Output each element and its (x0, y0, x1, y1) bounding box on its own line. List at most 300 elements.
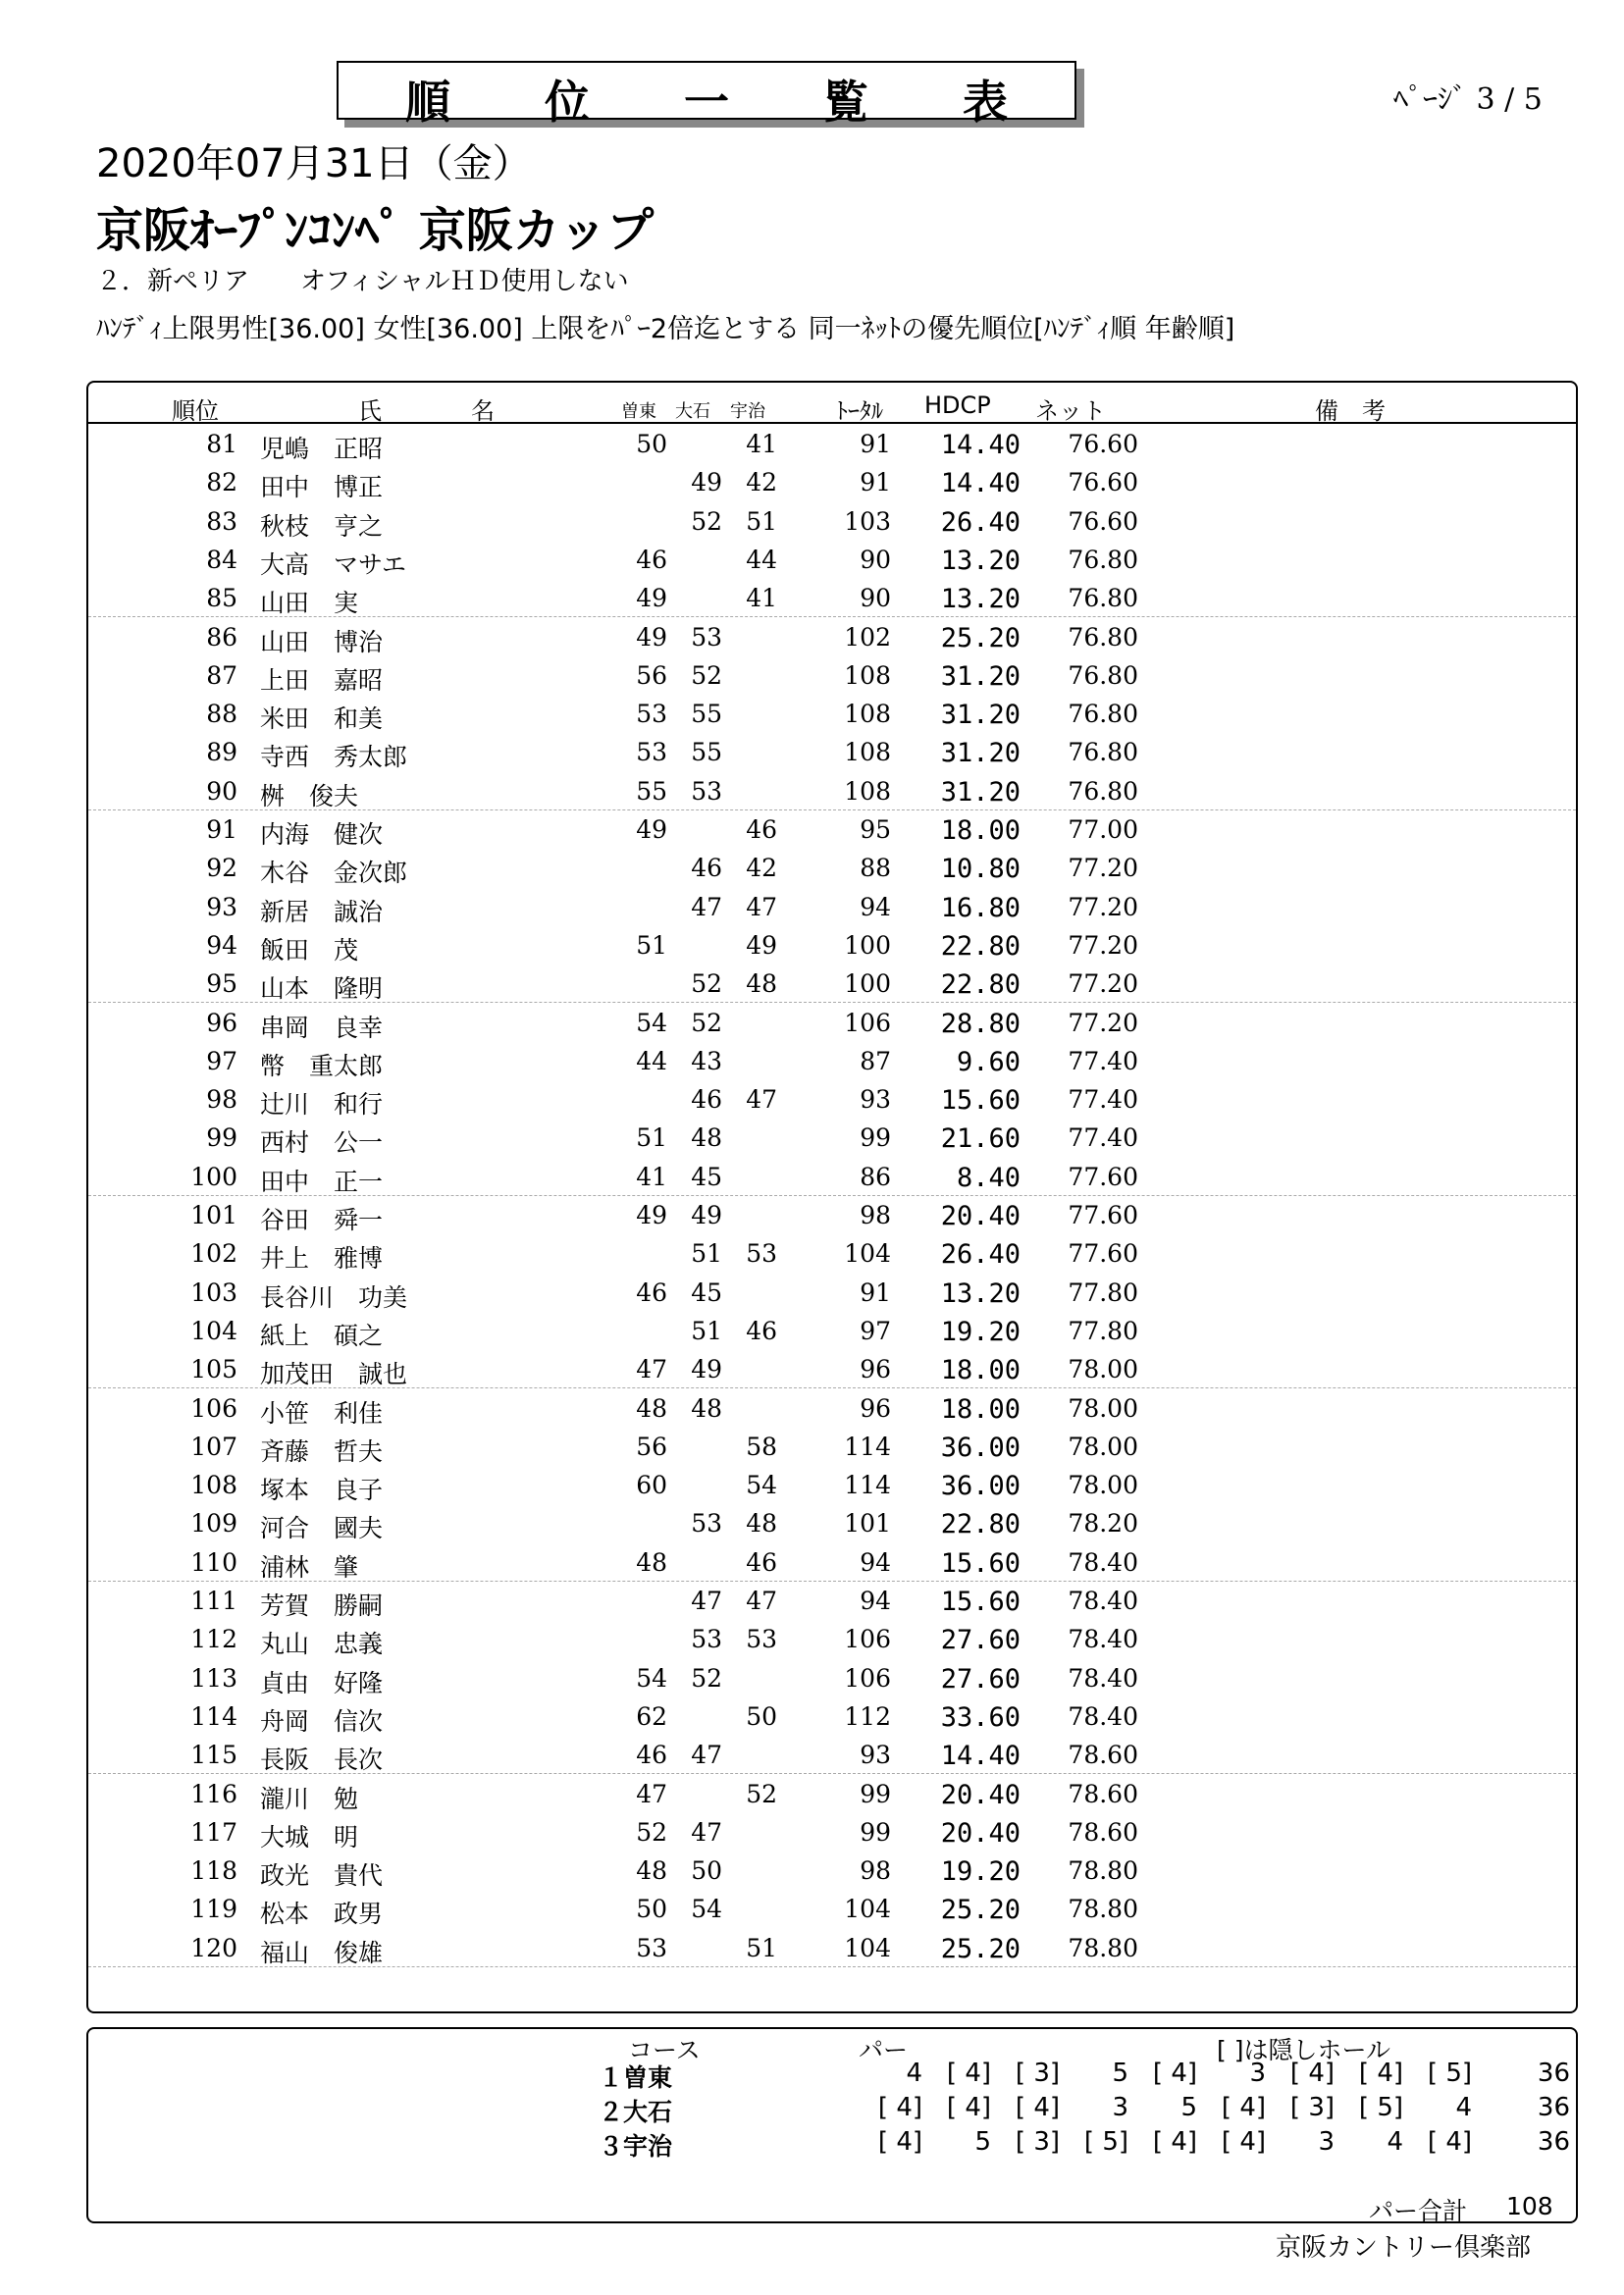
name-cell: 加茂田 誠也 (260, 1360, 408, 1389)
name-cell: 上田 嘉昭 (260, 665, 384, 695)
score-course-2: 55 (691, 738, 722, 767)
hole-par: [ 4] (1221, 2093, 1266, 2122)
table-row (88, 1311, 1576, 1349)
score-course-1: 47 (636, 1355, 667, 1384)
score-course-2: 47 (691, 1587, 722, 1615)
rank-cell: 94 (206, 930, 237, 960)
hole-par: 4 (1387, 2127, 1403, 2157)
score-course-2: 52 (691, 1008, 722, 1037)
hdcp-cell: 19.20 (940, 1316, 1021, 1347)
score-course-2: 53 (691, 622, 722, 652)
net-cell: 77.60 (1068, 1239, 1138, 1269)
total-cell: 91 (860, 430, 891, 458)
name-cell: 飯田 茂 (260, 935, 359, 965)
course-par-total: 36 (1537, 2059, 1570, 2088)
hdcp-cell: 31.20 (940, 738, 1021, 769)
total-cell: 101 (844, 1509, 891, 1539)
hdcp-cell: 31.20 (940, 700, 1021, 731)
page-title: 順 位 一 覧 表 (404, 76, 1048, 129)
name-cell: 瀧川 勉 (260, 1784, 359, 1813)
total-cell: 100 (844, 930, 891, 960)
score-course-2: 49 (691, 1355, 722, 1384)
hole-par: [ 4] (1427, 2127, 1472, 2157)
hdcp-cell: 10.80 (940, 854, 1021, 885)
total-cell: 93 (860, 1085, 891, 1115)
score-course-2: 53 (691, 1509, 722, 1539)
hdcp-cell: 21.60 (940, 1123, 1021, 1155)
net-cell: 77.60 (1068, 1201, 1138, 1229)
hdcp-cell: 13.20 (940, 1278, 1021, 1309)
event-date: 2020年07月31日（金） (96, 141, 532, 186)
score-course-1: 48 (636, 1856, 667, 1886)
table-row (88, 501, 1576, 540)
total-cell: 99 (860, 1123, 891, 1153)
hdcp-cell: 20.40 (940, 1201, 1021, 1231)
table-row (88, 1079, 1576, 1118)
score-course-3: 42 (746, 468, 777, 497)
hdcp-cell: 27.60 (940, 1625, 1021, 1656)
table-row (88, 1928, 1576, 1967)
net-cell: 78.80 (1068, 1933, 1138, 1962)
table-row (88, 1851, 1576, 1889)
net-cell: 78.80 (1068, 1895, 1138, 1924)
table-row (88, 1118, 1576, 1156)
score-course-3: 42 (746, 854, 777, 883)
total-cell: 104 (844, 1895, 891, 1924)
hole-par: [ 3] (1015, 2127, 1060, 2157)
rank-cell: 109 (190, 1509, 237, 1539)
total-cell: 96 (860, 1393, 891, 1423)
score-course-3: 46 (746, 815, 777, 844)
rank-cell: 85 (206, 584, 237, 613)
total-cell: 91 (860, 1278, 891, 1307)
net-cell: 76.80 (1068, 700, 1138, 729)
hole-par: 5 (1112, 2059, 1128, 2088)
score-course-2: 43 (691, 1046, 722, 1075)
net-cell: 76.60 (1068, 506, 1138, 536)
net-cell: 78.80 (1068, 1856, 1138, 1886)
score-course-1: 52 (636, 1817, 667, 1847)
hdcp-cell: 22.80 (940, 969, 1021, 1001)
col-name-1: 氏 (358, 397, 382, 425)
score-course-2: 47 (691, 1817, 722, 1847)
col-net: ネット (1035, 397, 1106, 425)
name-cell: 谷田 舜一 (260, 1206, 384, 1234)
net-cell: 76.60 (1068, 430, 1138, 458)
total-cell: 88 (860, 854, 891, 883)
hole-par: [ 4] (1221, 2127, 1266, 2157)
hdcp-cell: 18.00 (940, 815, 1021, 846)
hdcp-cell: 8.40 (956, 1162, 1021, 1193)
hdcp-cell: 33.60 (940, 1701, 1021, 1733)
total-cell: 97 (860, 1316, 891, 1345)
net-cell: 76.80 (1068, 738, 1138, 767)
table-row (88, 964, 1576, 1003)
total-cell: 114 (844, 1432, 891, 1461)
score-course-1: 51 (636, 930, 667, 960)
total-cell: 96 (860, 1355, 891, 1384)
col-course-3: 宇治 (730, 401, 765, 422)
score-course-2: 53 (691, 1625, 722, 1654)
score-course-3: 52 (746, 1779, 777, 1808)
score-course-2: 48 (691, 1123, 722, 1153)
total-cell: 114 (844, 1471, 891, 1500)
score-course-3: 44 (746, 545, 777, 574)
total-cell: 93 (860, 1741, 891, 1770)
score-course-1: 56 (636, 660, 667, 690)
hdcp-cell: 25.20 (940, 622, 1021, 653)
page-indicator: ﾍﾟｰｼﾞ 3 / 5 (1393, 82, 1543, 117)
hole-par: [ 4] (1358, 2059, 1403, 2088)
rank-cell: 88 (206, 700, 237, 729)
table-row (88, 424, 1576, 462)
name-cell: 児嶋 正昭 (260, 435, 384, 463)
total-cell: 99 (860, 1817, 891, 1847)
total-cell: 102 (844, 622, 891, 652)
score-course-1: 41 (636, 1162, 667, 1191)
col-hdcp: HDCP (924, 391, 991, 419)
table-row (88, 1503, 1576, 1541)
rank-cell: 104 (190, 1316, 237, 1345)
table-row (88, 1195, 1576, 1233)
score-course-1: 49 (636, 584, 667, 613)
name-cell: 辻川 和行 (260, 1090, 384, 1120)
table-row (88, 1658, 1576, 1696)
hdcp-cell: 31.20 (940, 660, 1021, 692)
score-course-1: 47 (636, 1779, 667, 1808)
score-course-2: 49 (691, 468, 722, 497)
name-cell: 串岡 良幸 (260, 1013, 384, 1042)
hole-par: [ 4] (877, 2093, 922, 2122)
rank-cell: 110 (190, 1547, 237, 1577)
total-cell: 104 (844, 1933, 891, 1962)
score-course-2: 51 (691, 1239, 722, 1269)
total-cell: 94 (860, 1547, 891, 1577)
score-course-1: 49 (636, 1201, 667, 1229)
rank-cell: 116 (190, 1779, 237, 1808)
col-name-2: 名 (471, 397, 495, 425)
total-cell: 106 (844, 1663, 891, 1693)
score-course-1: 48 (636, 1393, 667, 1423)
name-cell: 西村 公一 (260, 1128, 384, 1158)
hdcp-cell: 18.00 (940, 1355, 1021, 1386)
total-cell: 99 (860, 1779, 891, 1808)
rank-cell: 91 (206, 815, 237, 844)
hdcp-cell: 19.20 (940, 1856, 1021, 1888)
table-row (88, 848, 1576, 886)
score-course-3: 53 (746, 1239, 777, 1269)
rank-cell: 114 (190, 1701, 237, 1731)
net-cell: 77.20 (1068, 930, 1138, 960)
score-course-3: 48 (746, 1509, 777, 1539)
net-cell: 77.20 (1068, 892, 1138, 921)
course-name: ２大石 (599, 2098, 673, 2126)
score-course-1: 51 (636, 1123, 667, 1153)
net-cell: 77.20 (1068, 969, 1138, 999)
par-total-value: 108 (1506, 2192, 1553, 2220)
score-course-1: 60 (636, 1471, 667, 1500)
col-course-2: 大石 (675, 401, 710, 422)
course-label: コース (628, 2036, 701, 2064)
table-row (88, 462, 1576, 500)
course-name: ３宇治 (599, 2132, 673, 2161)
rank-cell: 83 (206, 506, 237, 536)
name-cell: 木谷 金次郎 (260, 859, 408, 888)
table-row (88, 887, 1576, 925)
rank-cell: 84 (206, 545, 237, 574)
score-course-3: 48 (746, 969, 777, 999)
event-name: 京阪ｵｰﾌﾟﾝｺﾝﾍﾟ 京阪カップ (96, 203, 655, 258)
name-cell: 寺西 秀太郎 (260, 743, 408, 772)
rank-cell: 107 (190, 1432, 237, 1461)
club-name: 京阪カントリー倶楽部 (1276, 2233, 1532, 2263)
score-course-2: 46 (691, 854, 722, 883)
results-table (86, 381, 1578, 2013)
table-row (88, 1889, 1576, 1927)
net-cell: 78.00 (1068, 1355, 1138, 1384)
table-row (88, 1774, 1576, 1812)
table-row (88, 1003, 1576, 1041)
hdcp-cell: 27.60 (940, 1663, 1021, 1695)
name-cell: 河合 國夫 (260, 1514, 384, 1543)
net-cell: 77.40 (1068, 1085, 1138, 1115)
rank-cell: 86 (206, 622, 237, 652)
score-course-1: 46 (636, 545, 667, 574)
name-cell: 井上 雅博 (260, 1244, 384, 1274)
col-remarks: 備 考 (1315, 397, 1386, 425)
name-cell: 新居 誠治 (260, 897, 384, 926)
name-cell: 長谷川 功美 (260, 1282, 408, 1312)
rank-cell: 97 (206, 1046, 237, 1075)
score-course-2: 45 (691, 1162, 722, 1191)
name-cell: 紙上 碩之 (260, 1321, 384, 1350)
table-row (88, 540, 1576, 578)
hidden-hole-note: [ ]は隠しホール (1217, 2036, 1390, 2064)
hdcp-cell: 14.40 (940, 1741, 1021, 1772)
score-course-1: 49 (636, 622, 667, 652)
table-row (88, 1349, 1576, 1388)
hole-par: 3 (1318, 2127, 1335, 2157)
net-cell: 78.60 (1068, 1817, 1138, 1847)
rank-cell: 93 (206, 892, 237, 921)
name-cell: 秋枝 亨之 (260, 511, 384, 541)
score-course-3: 47 (746, 1085, 777, 1115)
total-cell: 103 (844, 506, 891, 536)
table-row (88, 617, 1576, 655)
net-cell: 77.40 (1068, 1046, 1138, 1075)
score-course-1: 44 (636, 1046, 667, 1075)
hole-par: [ 4] (1152, 2127, 1197, 2157)
rank-cell: 105 (190, 1355, 237, 1384)
name-cell: 大高 マサエ (260, 549, 407, 579)
score-course-1: 53 (636, 700, 667, 729)
score-course-3: 49 (746, 930, 777, 960)
table-row (88, 925, 1576, 964)
rank-cell: 98 (206, 1085, 237, 1115)
score-course-2: 52 (691, 506, 722, 536)
score-course-1: 53 (636, 738, 667, 767)
col-course-1: 曽東 (621, 401, 656, 422)
hdcp-cell: 26.40 (940, 506, 1021, 538)
score-course-1: 46 (636, 1278, 667, 1307)
total-cell: 108 (844, 776, 891, 806)
total-cell: 108 (844, 700, 891, 729)
total-cell: 90 (860, 545, 891, 574)
table-row (88, 1465, 1576, 1503)
rank-cell: 100 (190, 1162, 237, 1191)
hdcp-cell: 15.60 (940, 1587, 1021, 1617)
table-row (88, 771, 1576, 810)
col-total: ﾄｰﾀﾙ (836, 397, 883, 425)
rank-cell: 96 (206, 1008, 237, 1037)
table-row (88, 1041, 1576, 1079)
net-cell: 78.20 (1068, 1509, 1138, 1539)
score-course-3: 41 (746, 584, 777, 613)
table-row (88, 578, 1576, 617)
par-label: パー (859, 2036, 909, 2064)
rank-cell: 112 (190, 1625, 237, 1654)
table-row (88, 1812, 1576, 1851)
name-cell: 山田 実 (260, 589, 359, 618)
name-cell: 丸山 忠義 (260, 1630, 384, 1659)
hole-par: 3 (1249, 2059, 1266, 2088)
handicap-note: ﾊﾝﾃﾞｨ上限男性[36.00] 女性[36.00] 上限をﾊﾟｰ2倍迄とする 同一ﾈｯﾄの優先順位[ﾊﾝﾃﾞｨ順 年齢順] (96, 314, 1235, 344)
score-course-3: 46 (746, 1547, 777, 1577)
hdcp-cell: 36.00 (940, 1471, 1021, 1502)
net-cell: 78.60 (1068, 1779, 1138, 1808)
net-cell: 78.40 (1068, 1625, 1138, 1654)
score-course-1: 54 (636, 1663, 667, 1693)
score-course-3: 50 (746, 1701, 777, 1731)
table-row (88, 732, 1576, 770)
net-cell: 77.80 (1068, 1316, 1138, 1345)
par-total-label: パー合計 (1369, 2197, 1468, 2225)
score-course-1: 53 (636, 1933, 667, 1962)
table-row (88, 1696, 1576, 1735)
course-par-box (86, 2027, 1578, 2223)
hdcp-cell: 13.20 (940, 584, 1021, 615)
net-cell: 78.60 (1068, 1741, 1138, 1770)
course-name: １曽東 (599, 2063, 673, 2092)
name-cell: 貞由 好隆 (260, 1668, 384, 1697)
total-cell: 106 (844, 1008, 891, 1037)
score-course-2: 52 (691, 969, 722, 999)
score-course-3: 53 (746, 1625, 777, 1654)
hole-par: [ 5] (1427, 2059, 1472, 2088)
total-cell: 100 (844, 969, 891, 999)
score-course-2: 52 (691, 1663, 722, 1693)
hole-par: [ 5] (1083, 2127, 1128, 2157)
score-course-3: 58 (746, 1432, 777, 1461)
net-cell: 76.80 (1068, 660, 1138, 690)
score-course-2: 51 (691, 1316, 722, 1345)
hole-par: 3 (1112, 2093, 1128, 2122)
hdcp-cell: 14.40 (940, 468, 1021, 499)
hdcp-cell: 20.40 (940, 1779, 1021, 1810)
score-course-1: 50 (636, 430, 667, 458)
hdcp-cell: 25.20 (940, 1933, 1021, 1964)
name-cell: 小笹 利佳 (260, 1398, 384, 1428)
score-course-2: 45 (691, 1278, 722, 1307)
name-cell: 松本 政男 (260, 1900, 384, 1929)
table-row (88, 1619, 1576, 1657)
score-course-3: 47 (746, 892, 777, 921)
table-row (88, 1273, 1576, 1311)
rank-cell: 111 (190, 1587, 237, 1615)
rank-cell: 92 (206, 854, 237, 883)
table-row (88, 1581, 1576, 1619)
hdcp-cell: 31.20 (940, 776, 1021, 808)
total-cell: 98 (860, 1201, 891, 1229)
score-course-1: 62 (636, 1701, 667, 1731)
net-cell: 78.00 (1068, 1471, 1138, 1500)
score-course-1: 55 (636, 776, 667, 806)
course-par-total: 36 (1537, 2093, 1570, 2122)
table-row (88, 1388, 1576, 1427)
name-cell: 山田 博治 (260, 627, 384, 656)
name-cell: 幣 重太郎 (260, 1051, 384, 1080)
hole-par: [ 5] (1358, 2093, 1403, 2122)
rank-cell: 108 (190, 1471, 237, 1500)
rank-cell: 99 (206, 1123, 237, 1153)
rank-cell: 115 (190, 1741, 237, 1770)
col-rank: 順位 (172, 397, 219, 425)
name-cell: 福山 俊雄 (260, 1938, 384, 1967)
score-course-3: 46 (746, 1316, 777, 1345)
hole-par: [ 3] (1289, 2093, 1335, 2122)
hdcp-cell: 18.00 (940, 1393, 1021, 1425)
total-cell: 87 (860, 1046, 891, 1075)
score-course-3: 47 (746, 1587, 777, 1615)
hole-par: [ 3] (1015, 2059, 1060, 2088)
net-cell: 78.40 (1068, 1587, 1138, 1615)
hdcp-cell: 26.40 (940, 1239, 1021, 1271)
total-cell: 94 (860, 1587, 891, 1615)
rank-cell: 81 (206, 430, 237, 458)
rank-cell: 95 (206, 969, 237, 999)
total-cell: 86 (860, 1162, 891, 1191)
net-cell: 77.80 (1068, 1278, 1138, 1307)
score-course-3: 54 (746, 1471, 777, 1500)
score-course-2: 50 (691, 1856, 722, 1886)
hole-par: 5 (1180, 2093, 1197, 2122)
table-row (88, 1233, 1576, 1272)
net-cell: 77.40 (1068, 1123, 1138, 1153)
hole-par: [ 4] (946, 2059, 991, 2088)
total-cell: 104 (844, 1239, 891, 1269)
score-course-1: 54 (636, 1008, 667, 1037)
net-cell: 77.60 (1068, 1162, 1138, 1191)
rank-cell: 82 (206, 468, 237, 497)
name-cell: 大城 明 (260, 1822, 359, 1852)
rank-cell: 87 (206, 660, 237, 690)
total-cell: 108 (844, 738, 891, 767)
total-cell: 94 (860, 892, 891, 921)
score-course-1: 49 (636, 815, 667, 844)
total-cell: 106 (844, 1625, 891, 1654)
hdcp-cell: 15.60 (940, 1547, 1021, 1579)
name-cell: 政光 貴代 (260, 1861, 384, 1891)
net-cell: 78.40 (1068, 1547, 1138, 1577)
score-course-2: 53 (691, 776, 722, 806)
hdcp-cell: 16.80 (940, 892, 1021, 923)
net-cell: 78.40 (1068, 1663, 1138, 1693)
rank-cell: 89 (206, 738, 237, 767)
net-cell: 77.20 (1068, 854, 1138, 883)
score-course-2: 47 (691, 892, 722, 921)
hole-par: [ 4] (1289, 2059, 1335, 2088)
scoring-method: ２．新ペリア オフィシャルＨＤ使用しない (96, 267, 629, 296)
